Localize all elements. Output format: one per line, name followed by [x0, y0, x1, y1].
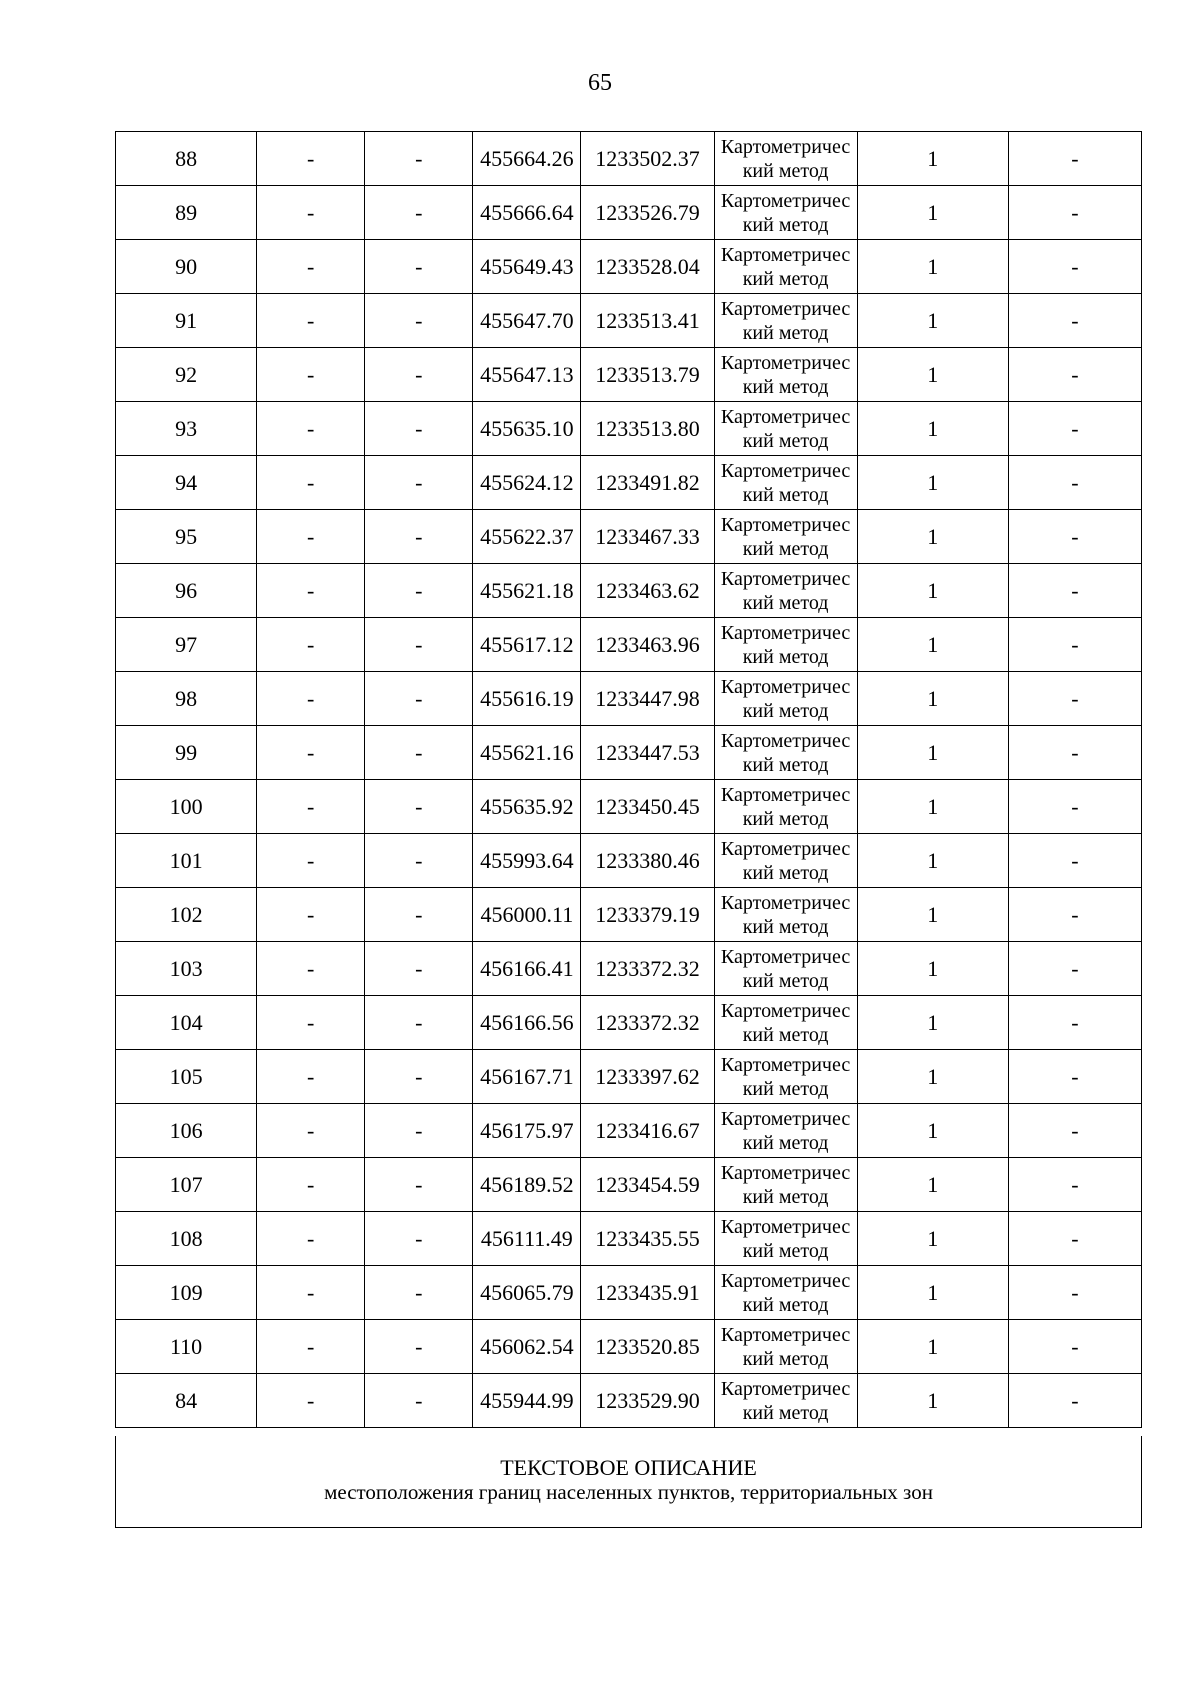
table-row — [116, 1374, 1142, 1428]
method-cell: Картометрический метод — [714, 672, 857, 726]
dash-cell: - — [365, 1374, 473, 1428]
accuracy-cell: 1 — [857, 834, 1008, 888]
table-row — [116, 402, 1142, 456]
dash-cell: - — [365, 456, 473, 510]
dash-cell: - — [365, 1212, 473, 1266]
y-coordinate-cell: 1233447.53 — [581, 726, 714, 780]
description-cell: - — [1008, 1212, 1141, 1266]
table-row — [116, 888, 1142, 942]
description-cell: - — [1008, 834, 1141, 888]
dash-cell: - — [257, 726, 365, 780]
point-number-cell: 106 — [116, 1104, 257, 1158]
accuracy-cell: 1 — [857, 672, 1008, 726]
point-number-cell: 105 — [116, 1050, 257, 1104]
dash-cell: - — [257, 780, 365, 834]
dash-cell: - — [365, 132, 473, 186]
dash-cell: - — [365, 618, 473, 672]
x-coordinate-cell: 456000.11 — [473, 888, 581, 942]
dash-cell: - — [257, 348, 365, 402]
y-coordinate-cell: 1233454.59 — [581, 1158, 714, 1212]
y-coordinate-cell: 1233450.45 — [581, 780, 714, 834]
description-cell: - — [1008, 1374, 1141, 1428]
dash-cell: - — [257, 1212, 365, 1266]
description-cell: - — [1008, 1050, 1141, 1104]
dash-cell: - — [365, 1050, 473, 1104]
description-cell: - — [1008, 1158, 1141, 1212]
description-cell: - — [1008, 294, 1141, 348]
x-coordinate-cell: 456062.54 — [473, 1320, 581, 1374]
description-cell: - — [1008, 402, 1141, 456]
accuracy-cell: 1 — [857, 348, 1008, 402]
method-cell: Картометрический метод — [714, 456, 857, 510]
x-coordinate-cell: 456166.56 — [473, 996, 581, 1050]
table-row — [116, 996, 1142, 1050]
point-number-cell: 92 — [116, 348, 257, 402]
x-coordinate-cell: 455624.12 — [473, 456, 581, 510]
method-cell: Картометрический метод — [714, 402, 857, 456]
method-cell: Картометрический метод — [714, 1050, 857, 1104]
method-cell: Картометрический метод — [714, 186, 857, 240]
point-number-cell: 110 — [116, 1320, 257, 1374]
point-number-cell: 96 — [116, 564, 257, 618]
dash-cell: - — [365, 672, 473, 726]
y-coordinate-cell: 1233513.80 — [581, 402, 714, 456]
x-coordinate-cell: 455664.26 — [473, 132, 581, 186]
x-coordinate-cell: 456167.71 — [473, 1050, 581, 1104]
method-cell: Картометрический метод — [714, 564, 857, 618]
description-cell: - — [1008, 672, 1141, 726]
dash-cell: - — [365, 402, 473, 456]
y-coordinate-cell: 1233528.04 — [581, 240, 714, 294]
x-coordinate-cell: 456166.41 — [473, 942, 581, 996]
dash-cell: - — [365, 240, 473, 294]
description-cell: - — [1008, 996, 1141, 1050]
dash-cell: - — [257, 672, 365, 726]
accuracy-cell: 1 — [857, 1104, 1008, 1158]
accuracy-cell: 1 — [857, 132, 1008, 186]
dash-cell: - — [257, 186, 365, 240]
description-cell: - — [1008, 132, 1141, 186]
y-coordinate-cell: 1233397.62 — [581, 1050, 714, 1104]
dash-cell: - — [257, 1320, 365, 1374]
point-number-cell: 107 — [116, 1158, 257, 1212]
method-cell: Картометрический метод — [714, 618, 857, 672]
accuracy-cell: 1 — [857, 1266, 1008, 1320]
description-cell: - — [1008, 726, 1141, 780]
accuracy-cell: 1 — [857, 1374, 1008, 1428]
table-row — [116, 942, 1142, 996]
dash-cell: - — [365, 348, 473, 402]
x-coordinate-cell: 455635.92 — [473, 780, 581, 834]
text-description-subtitle: местоположения границ населенных пунктов, территориальных зон — [324, 1480, 933, 1504]
point-number-cell: 97 — [116, 618, 257, 672]
table-row — [116, 1104, 1142, 1158]
table-row — [116, 1320, 1142, 1374]
y-coordinate-cell: 1233513.41 — [581, 294, 714, 348]
y-coordinate-cell: 1233526.79 — [581, 186, 714, 240]
method-cell: Картометрический метод — [714, 132, 857, 186]
x-coordinate-cell: 455993.64 — [473, 834, 581, 888]
table-row — [116, 1266, 1142, 1320]
point-number-cell: 103 — [116, 942, 257, 996]
method-cell: Картометрический метод — [714, 1212, 857, 1266]
method-cell: Картометрический метод — [714, 726, 857, 780]
text-description-block — [115, 1436, 1142, 1528]
description-cell: - — [1008, 510, 1141, 564]
table-row — [116, 1212, 1142, 1266]
accuracy-cell: 1 — [857, 456, 1008, 510]
accuracy-cell: 1 — [857, 1320, 1008, 1374]
table-row — [116, 240, 1142, 294]
coordinates-table — [115, 131, 1142, 1428]
accuracy-cell: 1 — [857, 996, 1008, 1050]
table-row — [116, 510, 1142, 564]
dash-cell: - — [365, 1266, 473, 1320]
table-row — [116, 726, 1142, 780]
method-cell: Картометрический метод — [714, 888, 857, 942]
accuracy-cell: 1 — [857, 1212, 1008, 1266]
x-coordinate-cell: 455666.64 — [473, 186, 581, 240]
accuracy-cell: 1 — [857, 186, 1008, 240]
method-cell: Картометрический метод — [714, 1320, 857, 1374]
point-number-cell: 94 — [116, 456, 257, 510]
accuracy-cell: 1 — [857, 618, 1008, 672]
description-cell: - — [1008, 1104, 1141, 1158]
accuracy-cell: 1 — [857, 780, 1008, 834]
method-cell: Картометрический метод — [714, 942, 857, 996]
method-cell: Картометрический метод — [714, 294, 857, 348]
table-row — [116, 186, 1142, 240]
y-coordinate-cell: 1233435.91 — [581, 1266, 714, 1320]
dash-cell: - — [365, 834, 473, 888]
table-row — [116, 780, 1142, 834]
accuracy-cell: 1 — [857, 240, 1008, 294]
point-number-cell: 84 — [116, 1374, 257, 1428]
point-number-cell: 93 — [116, 402, 257, 456]
dash-cell: - — [365, 1158, 473, 1212]
x-coordinate-cell: 455621.18 — [473, 564, 581, 618]
point-number-cell: 95 — [116, 510, 257, 564]
accuracy-cell: 1 — [857, 1158, 1008, 1212]
x-coordinate-cell: 455616.19 — [473, 672, 581, 726]
method-cell: Картометрический метод — [714, 1104, 857, 1158]
accuracy-cell: 1 — [857, 402, 1008, 456]
point-number-cell: 109 — [116, 1266, 257, 1320]
method-cell: Картометрический метод — [714, 1374, 857, 1428]
table-row — [116, 348, 1142, 402]
dash-cell: - — [365, 780, 473, 834]
y-coordinate-cell: 1233491.82 — [581, 456, 714, 510]
accuracy-cell: 1 — [857, 888, 1008, 942]
method-cell: Картометрический метод — [714, 1266, 857, 1320]
y-coordinate-cell: 1233435.55 — [581, 1212, 714, 1266]
table-body — [116, 132, 1142, 1428]
description-cell: - — [1008, 780, 1141, 834]
method-cell: Картометрический метод — [714, 780, 857, 834]
method-cell: Картометрический метод — [714, 834, 857, 888]
dash-cell: - — [257, 1374, 365, 1428]
point-number-cell: 108 — [116, 1212, 257, 1266]
description-cell: - — [1008, 456, 1141, 510]
x-coordinate-cell: 455649.43 — [473, 240, 581, 294]
table-row — [116, 294, 1142, 348]
text-description-title: ТЕКСТОВОЕ ОПИСАНИЕ — [500, 1455, 757, 1480]
table-row — [116, 456, 1142, 510]
description-cell: - — [1008, 1320, 1141, 1374]
point-number-cell: 102 — [116, 888, 257, 942]
dash-cell: - — [257, 294, 365, 348]
x-coordinate-cell: 455621.16 — [473, 726, 581, 780]
description-cell: - — [1008, 888, 1141, 942]
accuracy-cell: 1 — [857, 1050, 1008, 1104]
dash-cell: - — [365, 510, 473, 564]
accuracy-cell: 1 — [857, 294, 1008, 348]
dash-cell: - — [257, 942, 365, 996]
point-number-cell: 91 — [116, 294, 257, 348]
dash-cell: - — [257, 618, 365, 672]
method-cell: Картометрический метод — [714, 996, 857, 1050]
table-row — [116, 132, 1142, 186]
x-coordinate-cell: 455622.37 — [473, 510, 581, 564]
y-coordinate-cell: 1233463.62 — [581, 564, 714, 618]
dash-cell: - — [257, 888, 365, 942]
point-number-cell: 99 — [116, 726, 257, 780]
dash-cell: - — [365, 564, 473, 618]
x-coordinate-cell: 455635.10 — [473, 402, 581, 456]
accuracy-cell: 1 — [857, 510, 1008, 564]
point-number-cell: 101 — [116, 834, 257, 888]
dash-cell: - — [257, 456, 365, 510]
accuracy-cell: 1 — [857, 942, 1008, 996]
x-coordinate-cell: 456189.52 — [473, 1158, 581, 1212]
y-coordinate-cell: 1233372.32 — [581, 942, 714, 996]
dash-cell: - — [257, 564, 365, 618]
accuracy-cell: 1 — [857, 726, 1008, 780]
x-coordinate-cell: 455617.12 — [473, 618, 581, 672]
x-coordinate-cell: 455647.70 — [473, 294, 581, 348]
dash-cell: - — [257, 1104, 365, 1158]
y-coordinate-cell: 1233380.46 — [581, 834, 714, 888]
dash-cell: - — [257, 1050, 365, 1104]
table-row — [116, 618, 1142, 672]
dash-cell: - — [257, 240, 365, 294]
dash-cell: - — [257, 510, 365, 564]
point-number-cell: 90 — [116, 240, 257, 294]
method-cell: Картометрический метод — [714, 240, 857, 294]
description-cell: - — [1008, 240, 1141, 294]
dash-cell: - — [257, 402, 365, 456]
dash-cell: - — [365, 888, 473, 942]
y-coordinate-cell: 1233513.79 — [581, 348, 714, 402]
table-row — [116, 1050, 1142, 1104]
description-cell: - — [1008, 942, 1141, 996]
description-cell: - — [1008, 564, 1141, 618]
table-row — [116, 1158, 1142, 1212]
point-number-cell: 104 — [116, 996, 257, 1050]
point-number-cell: 100 — [116, 780, 257, 834]
description-cell: - — [1008, 348, 1141, 402]
dash-cell: - — [257, 1266, 365, 1320]
y-coordinate-cell: 1233529.90 — [581, 1374, 714, 1428]
table-row — [116, 834, 1142, 888]
dash-cell: - — [365, 726, 473, 780]
x-coordinate-cell: 456065.79 — [473, 1266, 581, 1320]
dash-cell: - — [257, 132, 365, 186]
x-coordinate-cell: 456175.97 — [473, 1104, 581, 1158]
dash-cell: - — [365, 996, 473, 1050]
y-coordinate-cell: 1233502.37 — [581, 132, 714, 186]
point-number-cell: 89 — [116, 186, 257, 240]
dash-cell: - — [365, 1104, 473, 1158]
dash-cell: - — [365, 942, 473, 996]
x-coordinate-cell: 455647.13 — [473, 348, 581, 402]
dash-cell: - — [257, 1158, 365, 1212]
description-cell: - — [1008, 618, 1141, 672]
method-cell: Картометрический метод — [714, 348, 857, 402]
dash-cell: - — [365, 294, 473, 348]
accuracy-cell: 1 — [857, 564, 1008, 618]
point-number-cell: 98 — [116, 672, 257, 726]
y-coordinate-cell: 1233447.98 — [581, 672, 714, 726]
dash-cell: - — [365, 186, 473, 240]
y-coordinate-cell: 1233372.32 — [581, 996, 714, 1050]
y-coordinate-cell: 1233467.33 — [581, 510, 714, 564]
y-coordinate-cell: 1233520.85 — [581, 1320, 714, 1374]
y-coordinate-cell: 1233379.19 — [581, 888, 714, 942]
method-cell: Картометрический метод — [714, 510, 857, 564]
table-row — [116, 672, 1142, 726]
dash-cell: - — [257, 834, 365, 888]
table-row — [116, 564, 1142, 618]
y-coordinate-cell: 1233463.96 — [581, 618, 714, 672]
description-cell: - — [1008, 1266, 1141, 1320]
point-number-cell: 88 — [116, 132, 257, 186]
description-cell: - — [1008, 186, 1141, 240]
method-cell: Картометрический метод — [714, 1158, 857, 1212]
dash-cell: - — [257, 996, 365, 1050]
dash-cell: - — [365, 1320, 473, 1374]
x-coordinate-cell: 455944.99 — [473, 1374, 581, 1428]
x-coordinate-cell: 456111.49 — [473, 1212, 581, 1266]
y-coordinate-cell: 1233416.67 — [581, 1104, 714, 1158]
page-number: 65 — [588, 70, 612, 96]
